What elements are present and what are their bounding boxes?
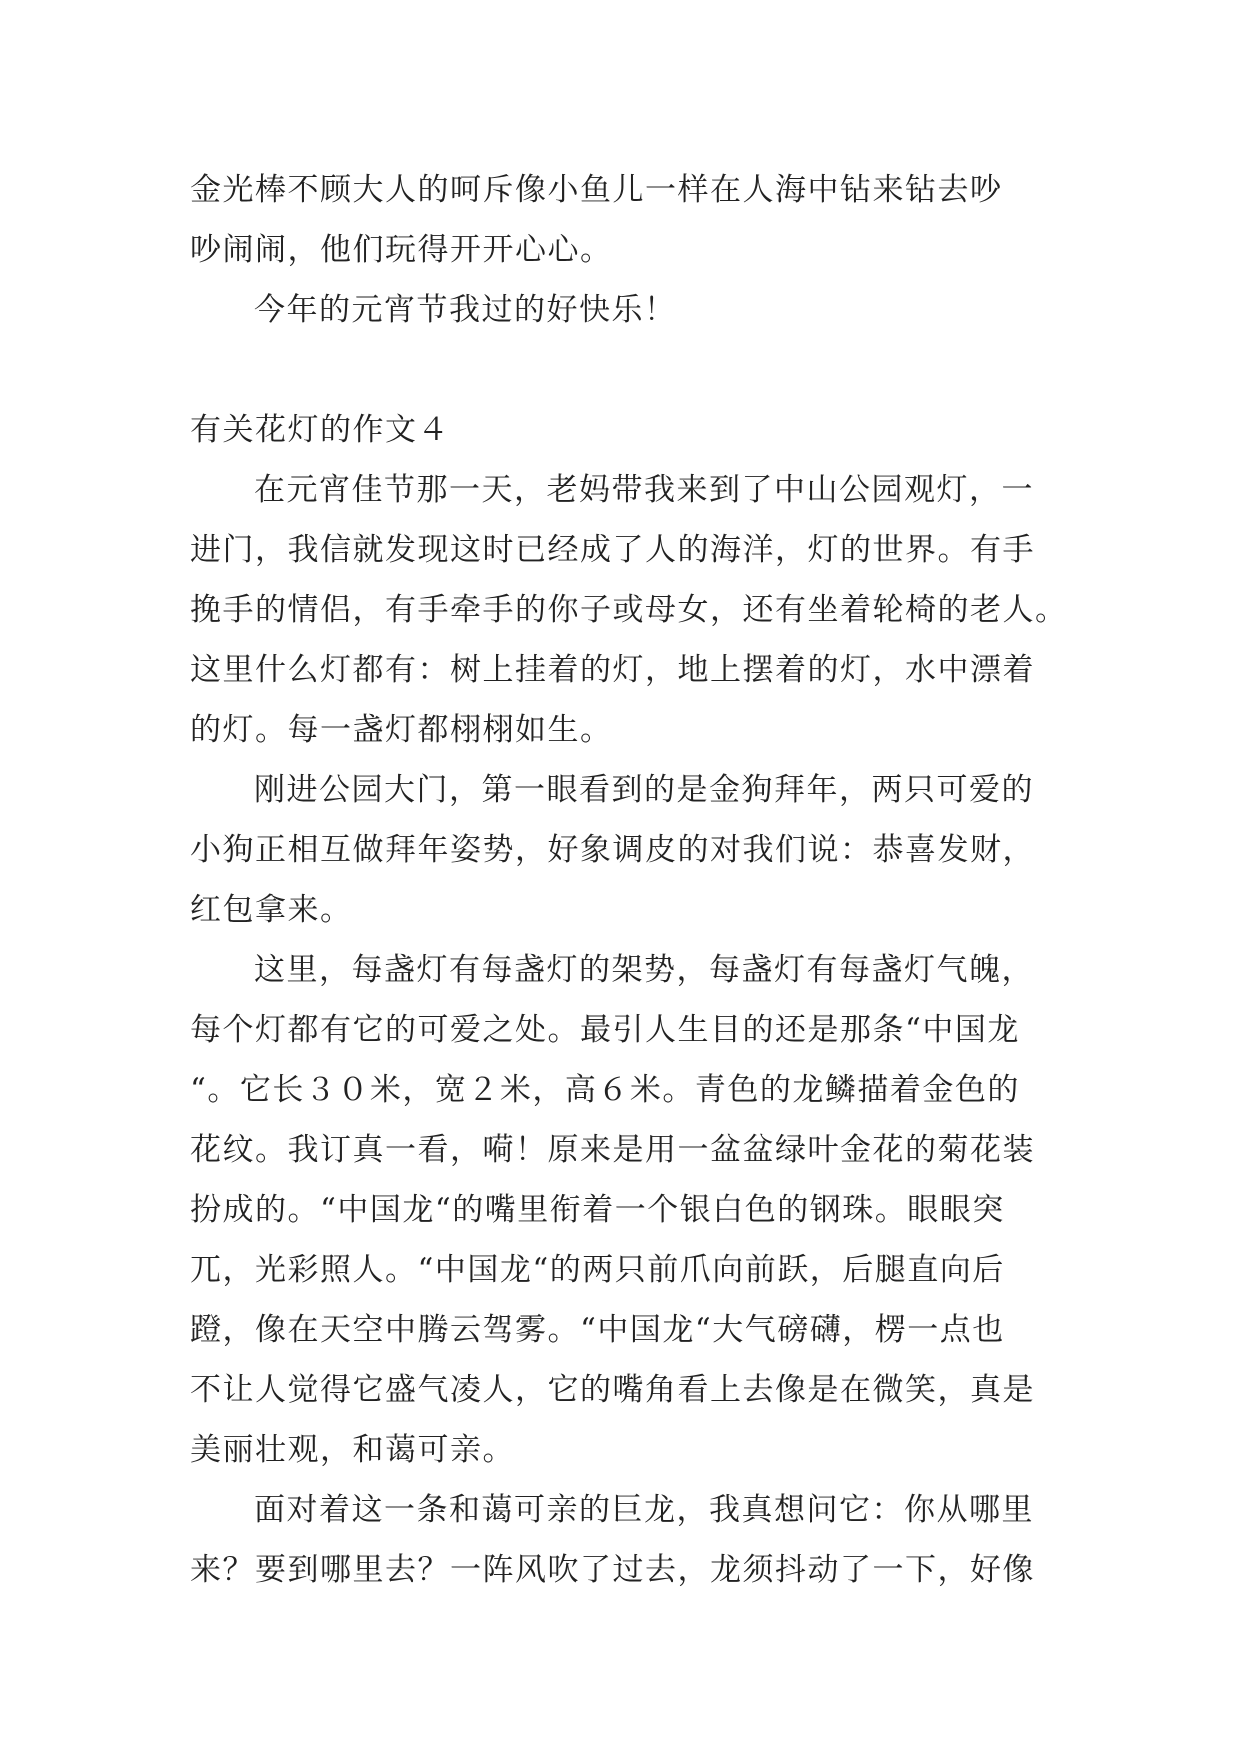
section-heading: 有关花灯的作文４: [190, 412, 450, 448]
text-line: 进门，我信就发现这时已经成了人的海洋，灯的世界。有手: [190, 532, 1035, 568]
text-line: 的灯。每一盏灯都栩栩如生。: [190, 712, 613, 748]
paragraph: [190, 940, 1060, 1480]
paragraph-continuation: [190, 160, 1060, 280]
text-line: 吵闹闹，他们玩得开开心心。: [190, 232, 613, 268]
paragraph: [190, 1480, 1060, 1600]
paragraph: [190, 280, 1060, 340]
text-line: 刚进公园大门，第一眼看到的是金狗拜年，两只可爱的: [254, 772, 1034, 808]
text-line: 金光棒不顾大人的呵斥像小鱼儿一样在人海中钻来钻去吵: [190, 172, 1003, 208]
text-line: 红包拿来。: [190, 892, 353, 928]
text-line: 在元宵佳节那一天，老妈带我来到了中山公园观灯，一: [254, 472, 1034, 508]
text-line: 每个灯都有它的可爱之处。最引人生目的还是那条“中国龙: [190, 1012, 1020, 1048]
text-line: 蹬，像在天空中腾云驾雾。“中国龙“大气磅礴，楞一点也: [190, 1312, 1005, 1348]
text-line: 这里，每盏灯有每盏灯的架势，每盏灯有每盏灯气魄，: [254, 952, 1034, 988]
paragraph: [190, 460, 1068, 760]
text-line: “。它长３０米，宽２米，高６米。青色的龙鳞描着金色的: [190, 1072, 1020, 1108]
text-line: 扮成的。“中国龙“的嘴里衔着一个银白色的钢珠。眼眼突: [190, 1192, 1005, 1228]
paragraph: [190, 760, 1060, 940]
text-line: 兀，光彩照人。“中国龙“的两只前爪向前跃，后腿直向后: [190, 1252, 1005, 1288]
text-line: 不让人觉得它盛气凌人，它的嘴角看上去像是在微笑，真是: [190, 1372, 1035, 1408]
text-line: 小狗正相互做拜年姿势，好象调皮的对我们说：恭喜发财，: [190, 832, 1035, 868]
document-body: [190, 160, 1068, 1600]
text-line: 来？要到哪里去？一阵风吹了过去，龙须抖动了一下，好像: [190, 1552, 1035, 1588]
text-line: 这里什么灯都有：树上挂着的灯，地上摆着的灯，水中漂着: [190, 652, 1035, 688]
text-line: 挽手的情侣，有手牵手的你子或母女，还有坐着轮椅的老人。: [190, 592, 1068, 628]
text-line: 美丽壮观，和蔼可亲。: [190, 1432, 515, 1468]
text-line: 今年的元宵节我过的好快乐！: [254, 292, 677, 328]
text-line: 花纹。我订真一看，嗬！原来是用一盆盆绿叶金花的菊花装: [190, 1132, 1035, 1168]
blank-line: [190, 340, 1060, 400]
text-line: 面对着这一条和蔼可亲的巨龙，我真想问它：你从哪里: [254, 1492, 1034, 1528]
